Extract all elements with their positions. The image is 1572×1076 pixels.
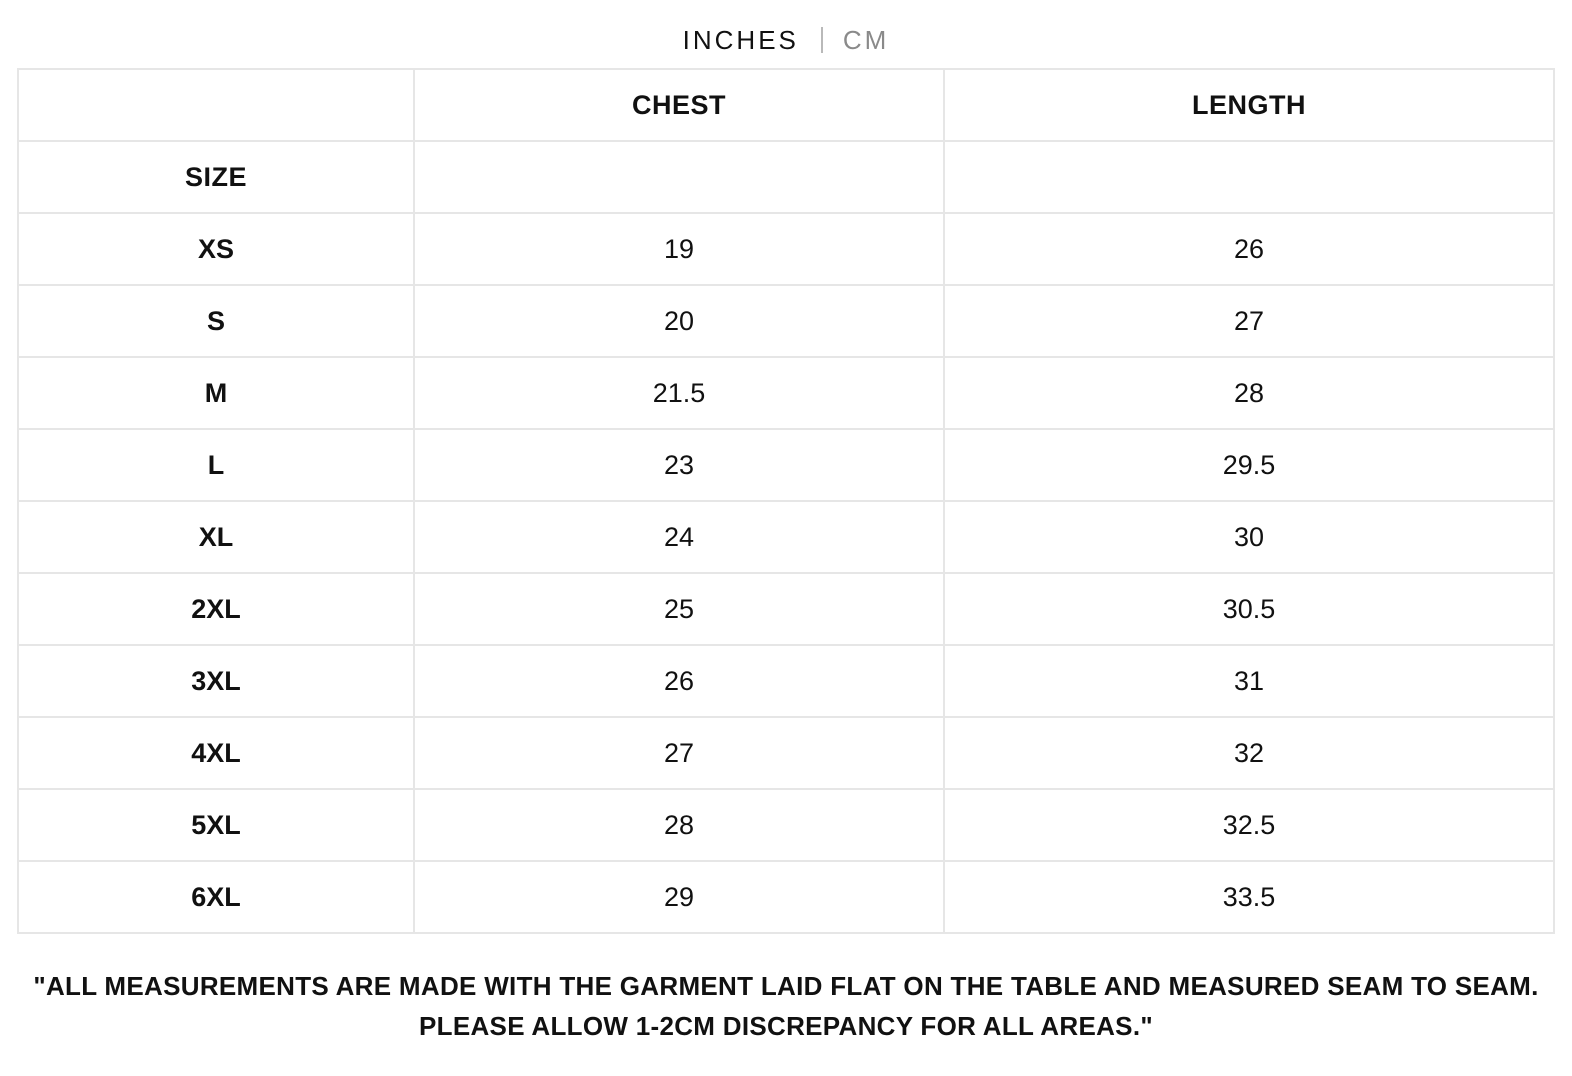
- unit-toggle: [0, 22, 1572, 58]
- chest-cell: 19: [414, 213, 944, 285]
- size-cell: S: [18, 285, 414, 357]
- table-row: [18, 429, 1554, 501]
- subheader-cell-empty: [944, 141, 1554, 213]
- table-row: [18, 789, 1554, 861]
- chest-cell: 28: [414, 789, 944, 861]
- table-subheader-row: [18, 141, 1554, 213]
- table-row: [18, 213, 1554, 285]
- table-row: [18, 861, 1554, 933]
- length-cell: 27: [944, 285, 1554, 357]
- chest-cell: 26: [414, 645, 944, 717]
- header-cell-chest: CHEST: [414, 69, 944, 141]
- length-cell: 30.5: [944, 573, 1554, 645]
- length-cell: 26: [944, 213, 1554, 285]
- size-chart-table: [17, 68, 1555, 934]
- header-cell-length: LENGTH: [944, 69, 1554, 141]
- chest-cell: 21.5: [414, 357, 944, 429]
- size-cell: 2XL: [18, 573, 414, 645]
- size-cell: 5XL: [18, 789, 414, 861]
- length-cell: 28: [944, 357, 1554, 429]
- length-cell: 30: [944, 501, 1554, 573]
- chest-cell: 29: [414, 861, 944, 933]
- subheader-cell-empty: [414, 141, 944, 213]
- measurement-note: "ALL MEASUREMENTS ARE MADE WITH THE GARMENT LAID FLAT ON THE TABLE AND MEASURED SEAM TO SEAM. PLEASE ALLOW 1-2CM DISCREPANCY FOR ALL AREAS.": [33, 971, 1539, 1041]
- table-row: [18, 357, 1554, 429]
- size-cell: 6XL: [18, 861, 414, 933]
- unit-option-cm[interactable]: CM: [842, 24, 890, 55]
- table-row: [18, 717, 1554, 789]
- length-cell: 29.5: [944, 429, 1554, 501]
- unit-separator: [821, 27, 823, 53]
- length-cell: 32.5: [944, 789, 1554, 861]
- chest-cell: 24: [414, 501, 944, 573]
- table-header-row: [18, 69, 1554, 141]
- size-cell: L: [18, 429, 414, 501]
- length-cell: 32: [944, 717, 1554, 789]
- size-cell: 4XL: [18, 717, 414, 789]
- unit-option-inches[interactable]: INCHES: [682, 24, 799, 55]
- header-cell-size: SIZE: [18, 141, 414, 213]
- chest-cell: 20: [414, 285, 944, 357]
- length-cell: 33.5: [944, 861, 1554, 933]
- chest-cell: 25: [414, 573, 944, 645]
- size-cell: XS: [18, 213, 414, 285]
- chest-cell: 27: [414, 717, 944, 789]
- chest-cell: 23: [414, 429, 944, 501]
- table-row: [18, 573, 1554, 645]
- header-cell-empty: [18, 69, 414, 141]
- size-cell: XL: [18, 501, 414, 573]
- size-cell: 3XL: [18, 645, 414, 717]
- table-row: [18, 501, 1554, 573]
- length-cell: 31: [944, 645, 1554, 717]
- table-row: [18, 645, 1554, 717]
- table-row: [18, 285, 1554, 357]
- size-cell: M: [18, 357, 414, 429]
